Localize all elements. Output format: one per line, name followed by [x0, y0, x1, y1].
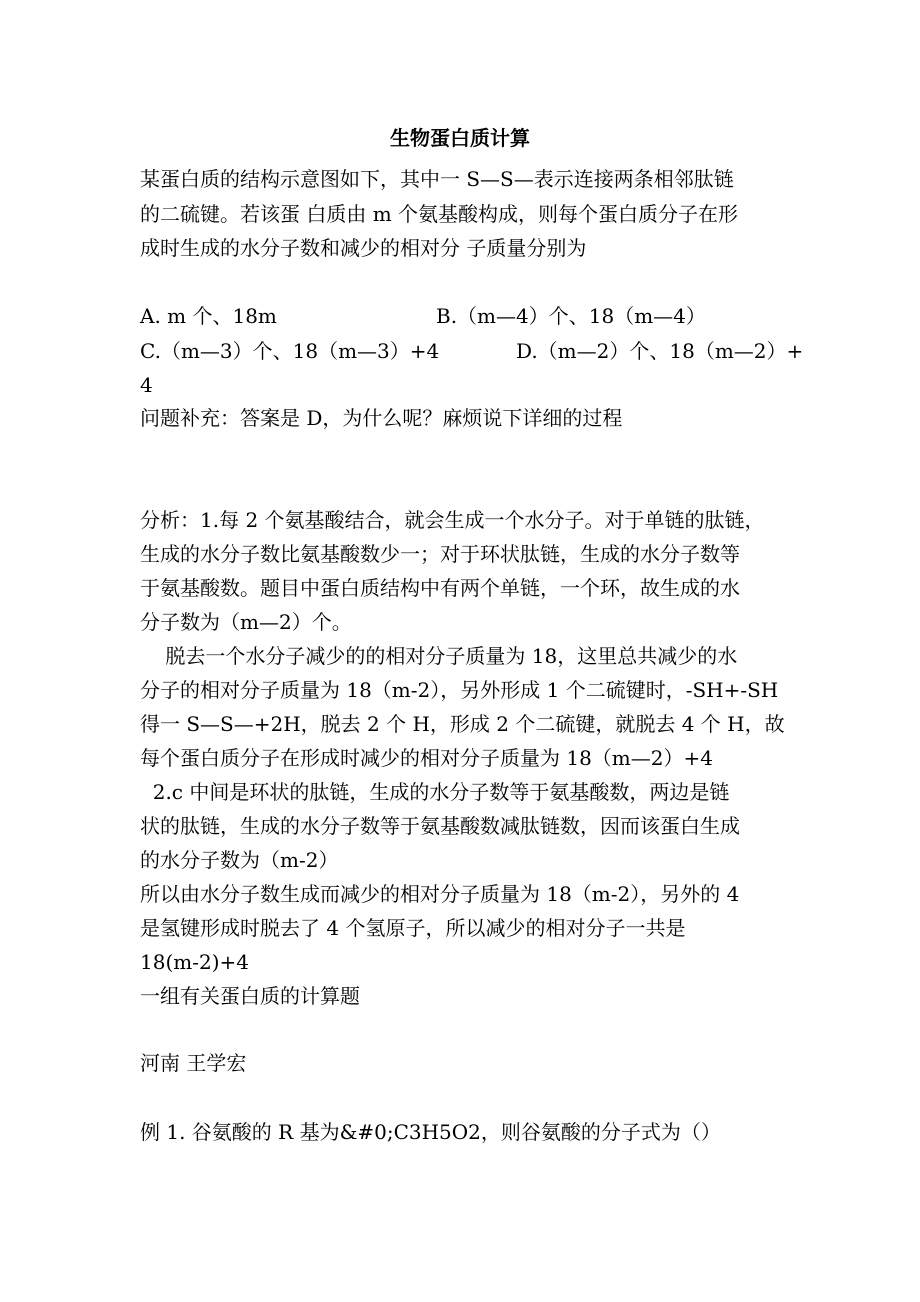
analysis-line-5: 脱去一个水分子减少的的相对分子质量为 18，这里总共减少的水	[140, 644, 738, 668]
option-a: A. m 个、18m	[140, 304, 277, 328]
question-line-3: 成时生成的水分子数和减少的相对分 子质量分别为	[140, 236, 587, 260]
analysis-line-4: 分子数为（m—2）个。	[140, 610, 352, 634]
question-line-1: 某蛋白质的结构示意图如下，其中一 S—S—表示连接两条相邻肽链	[140, 167, 734, 191]
option-d-continued: 4	[140, 373, 153, 397]
question-supplement: 问题补充：答案是 D，为什么呢？麻烦说下详细的过程	[140, 406, 623, 430]
analysis-line-11: 的水分子数为（m-2）	[140, 848, 339, 872]
analysis-line-3: 于氨基酸数。题目中蛋白质结构中有两个单链，一个环，故生成的水	[140, 576, 740, 600]
option-d: D.（m—2）个、18（m—2）+	[516, 339, 804, 363]
analysis-line-1: 分析：1.每 2 个氨基酸结合，就会生成一个水分子。对于单链的肽链，	[140, 508, 765, 532]
page-title: 生物蛋白质计算	[390, 126, 530, 150]
author-line: 河南 王学宏	[140, 1051, 247, 1075]
question-line-2: 的二硫键。若该蛋 白质由 m 个氨基酸构成，则每个蛋白质分子在形	[140, 202, 739, 226]
analysis-line-6: 分子的相对分子质量为 18（m-2），另外形成 1 个二硫键时，-SH+-SH	[140, 678, 779, 702]
option-b: B.（m—4）个、18（m—4）	[436, 304, 706, 328]
analysis-line-14: 18(m-2)+4	[140, 950, 249, 974]
section-heading: 一组有关蛋白质的计算题	[140, 984, 360, 1008]
analysis-line-7: 得一 S—S—+2H，脱去 2 个 H，形成 2 个二硫键，就脱去 4 个 H，故	[140, 712, 785, 736]
analysis-line-9: 2.c 中间是环状的肽链，生成的水分子数等于氨基酸数，两边是链	[140, 780, 730, 804]
analysis-line-13: 是氢键形成时脱去了 4 个氢原子，所以减少的相对分子一共是	[140, 916, 686, 940]
example-1: 例 1. 谷氨酸的 R 基为&#0;C3H5O2，则谷氨酸的分子式为（）	[140, 1120, 721, 1144]
analysis-line-2: 生成的水分子数比氨基酸数少一；对于环状肽链，生成的水分子数等	[140, 542, 740, 566]
analysis-line-8: 每个蛋白质分子在形成时减少的相对分子质量为 18（m—2）+4	[140, 746, 713, 770]
option-c: C.（m—3）个、18（m—3）+4	[140, 339, 440, 363]
analysis-line-12: 所以由水分子数生成而减少的相对分子质量为 18（m-2），另外的 4	[140, 882, 740, 906]
analysis-line-10: 状的肽链，生成的水分子数等于氨基酸数减肽链数，因而该蛋白生成	[140, 814, 740, 838]
